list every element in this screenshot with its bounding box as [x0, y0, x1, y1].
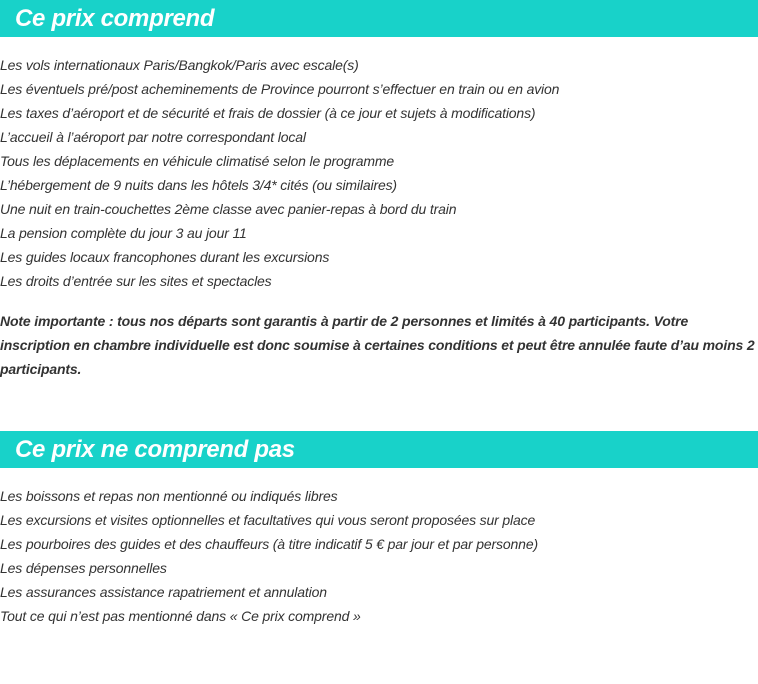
- list-item: Les dépenses personnelles: [0, 560, 167, 576]
- list-item: Les droits d’entrée sur les sites et spectacles: [0, 273, 272, 289]
- list-item: Les éventuels pré/post acheminements de Province pourront s’effectuer en train ou en avion: [0, 81, 560, 97]
- list-item: Les boissons et repas non mentionné ou indiqués libres: [0, 488, 338, 504]
- includes-section-title: Ce prix comprend: [15, 4, 215, 32]
- list-item: Les assurances assistance rapatriement et annulation: [0, 584, 327, 600]
- includes-list: [0, 53, 559, 293]
- list-item: L’hébergement de 9 nuits dans les hôtels 3/4* cités (ou similaires): [0, 177, 397, 193]
- list-item: Les taxes d’aéroport et de sécurité et frais de dossier (à ce jour et sujets à modifications): [0, 105, 536, 121]
- includes-section-header: [0, 0, 758, 37]
- list-item: Tous les déplacements en véhicule climatisé selon le programme: [0, 153, 395, 169]
- important-note: Note importante : tous nos départs sont garantis à partir de 2 personnes et limités à 40 participants. Votre inscription en chambre individuelle est donc soumise à certaines conditions et peut être annulée faute d’au moins 2 participants.: [0, 313, 755, 377]
- excludes-section-header: [0, 431, 758, 468]
- list-item: L’accueil à l’aéroport par notre correspondant local: [0, 129, 306, 145]
- excludes-list: [0, 484, 538, 628]
- list-item: Les pourboires des guides et des chauffeurs (à titre indicatif 5 € par jour et par personne): [0, 536, 538, 552]
- list-item: Les excursions et visites optionnelles et facultatives qui vous seront proposées sur place: [0, 512, 536, 528]
- list-item: Les guides locaux francophones durant les excursions: [0, 249, 330, 265]
- list-item: Une nuit en train-couchettes 2ème classe avec panier-repas à bord du train: [0, 201, 457, 217]
- list-item: Tout ce qui n’est pas mentionné dans « Ce prix comprend »: [0, 608, 361, 624]
- list-item: La pension complète du jour 3 au jour 11: [0, 225, 247, 241]
- excludes-section-title: Ce prix ne comprend pas: [15, 435, 295, 463]
- list-item: Les vols internationaux Paris/Bangkok/Paris avec escale(s): [0, 57, 359, 73]
